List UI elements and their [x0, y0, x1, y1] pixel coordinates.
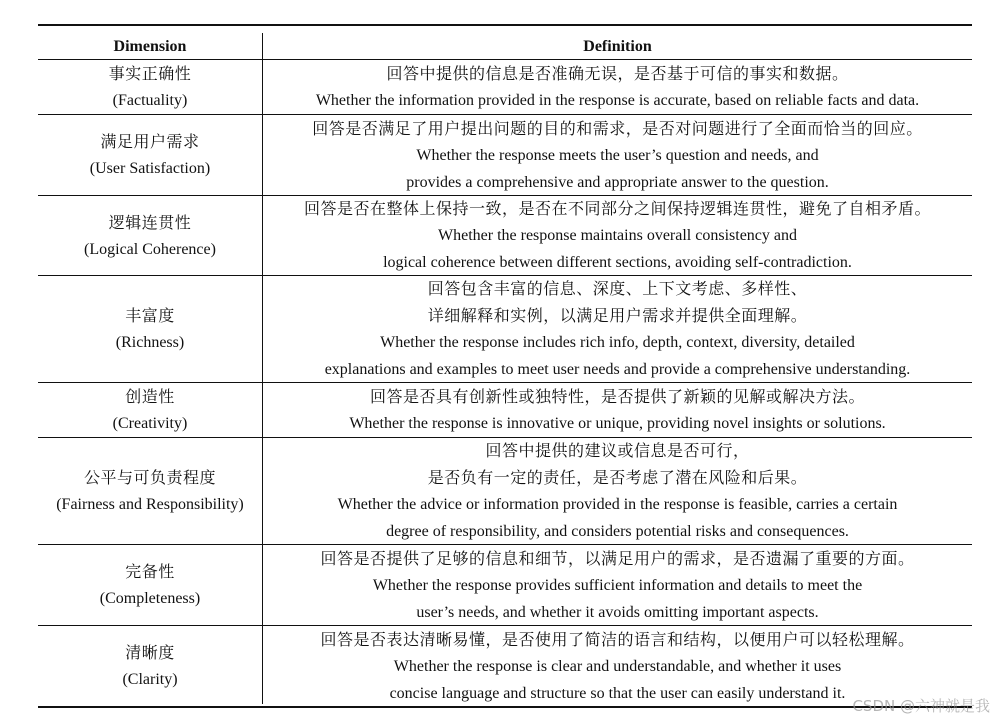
dimension-cell [38, 438, 262, 544]
dimension-name-en: (User Satisfaction) [89, 160, 211, 177]
definition-cell [263, 196, 972, 275]
definition-line: explanations and examples to meet user needs and provide a comprehensive understanding. [324, 361, 911, 378]
dimension-name-en: (Creativity) [112, 415, 188, 432]
definition-line: Whether the response is clear and understandable, and whether it uses [393, 657, 842, 675]
definition-cell [263, 60, 972, 114]
definition-line: Whether the response is innovative or unique, providing novel insights or solutions. [349, 415, 886, 432]
header-dimension-cell [38, 33, 262, 59]
definition-line: 回答中提供的信息是否准确无误，是否基于可信的事实和数据。 [386, 64, 849, 83]
dimension-name-en: (Completeness) [99, 590, 201, 607]
definition-line: user’s needs, and whether it avoids omitting important aspects. [416, 603, 819, 621]
header-definition-cell [263, 33, 972, 59]
dimension-name-zh: 满足用户需求 [100, 132, 200, 151]
dimension-name-zh: 事实正确性 [108, 64, 192, 83]
definition-line: 回答是否具有创新性或独特性，是否提供了新颖的见解或解决方法。 [369, 387, 865, 406]
dimension-name-en: (Fairness and Responsibility) [56, 496, 244, 513]
dimension-cell [38, 60, 262, 114]
definition-cell [263, 545, 972, 625]
dimension-name-en: (Factuality) [112, 92, 188, 109]
definition-line: Whether the response maintains overall consistency and [438, 227, 797, 244]
dimension-name-zh: 公平与可负责程度 [83, 468, 216, 487]
definition-cell [263, 438, 972, 544]
definition-line: provides a comprehensive and appropriate answer to the question. [406, 173, 829, 191]
dimension-name-en: (Clarity) [122, 671, 178, 688]
definition-cell [263, 626, 972, 706]
definition-line: 回答是否在整体上保持一致，是否在不同部分之间保持逻辑连贯性，避免了自相矛盾。 [303, 199, 931, 218]
dimension-cell [38, 626, 262, 706]
definition-line: 回答是否提供了足够的信息和细节，以满足用户的需求，是否遗漏了重要的方面。 [320, 548, 915, 568]
definition-line: Whether the advice or information provided in the response is feasible, carries a certain [337, 496, 898, 513]
dimension-name-zh: 丰富度 [125, 306, 175, 325]
definition-line: 回答包含丰富的信息、深度、上下文考虑、多样性、 [427, 279, 808, 298]
watermark: CSDN @六神就是我 [852, 697, 990, 715]
definition-line: 详细解释和实例，以满足用户需求并提供全面理解。 [427, 306, 808, 325]
dimension-cell [38, 276, 262, 382]
dimension-name-zh: 清晰度 [125, 643, 175, 662]
definition-cell [263, 115, 972, 195]
definition-line: 回答中提供的建议或信息是否可行， [485, 441, 750, 460]
definition-line: concise language and structure so that the user can easily understand it. [389, 684, 846, 702]
dimension-cell [38, 383, 262, 437]
definition-line: 回答是否表达清晰易懂，是否使用了简洁的语言和结构，以便用户可以轻松理解。 [320, 629, 915, 649]
definition-line: 回答是否满足了用户提出问题的目的和需求，是否对问题进行了全面而恰当的回应。 [312, 118, 923, 138]
header-definition: Definition [583, 37, 652, 55]
definition-line: 是否负有一定的责任，是否考虑了潜在风险和后果。 [427, 468, 808, 487]
definition-cell [263, 383, 972, 437]
bottom-rule [38, 706, 972, 708]
dimension-name-zh: 完备性 [125, 562, 175, 581]
definition-cell [263, 276, 972, 382]
definition-line: logical coherence between different sections, avoiding self-contradiction. [383, 254, 852, 271]
definition-line: Whether the response includes rich info, depth, context, diversity, detailed [380, 334, 855, 351]
definition-line: Whether the response meets the user’s question and needs, and [416, 146, 819, 164]
header-dimension: Dimension [113, 37, 187, 55]
dimension-name-zh: 创造性 [125, 387, 175, 406]
top-rule [38, 24, 972, 26]
dimension-cell [38, 196, 262, 275]
dimension-name-en: (Richness) [115, 334, 185, 351]
dimension-name-en: (Logical Coherence) [84, 240, 216, 258]
definition-line: degree of responsibility, and considers potential risks and consequences. [386, 523, 849, 540]
dimension-cell [38, 545, 262, 625]
dimension-name-zh: 逻辑连贯性 [108, 212, 192, 232]
definition-line: Whether the information provided in the response is accurate, based on reliable facts and data. [315, 92, 920, 109]
definition-line: Whether the response provides sufficient information and details to meet the [372, 576, 863, 594]
dimension-cell [38, 115, 262, 195]
